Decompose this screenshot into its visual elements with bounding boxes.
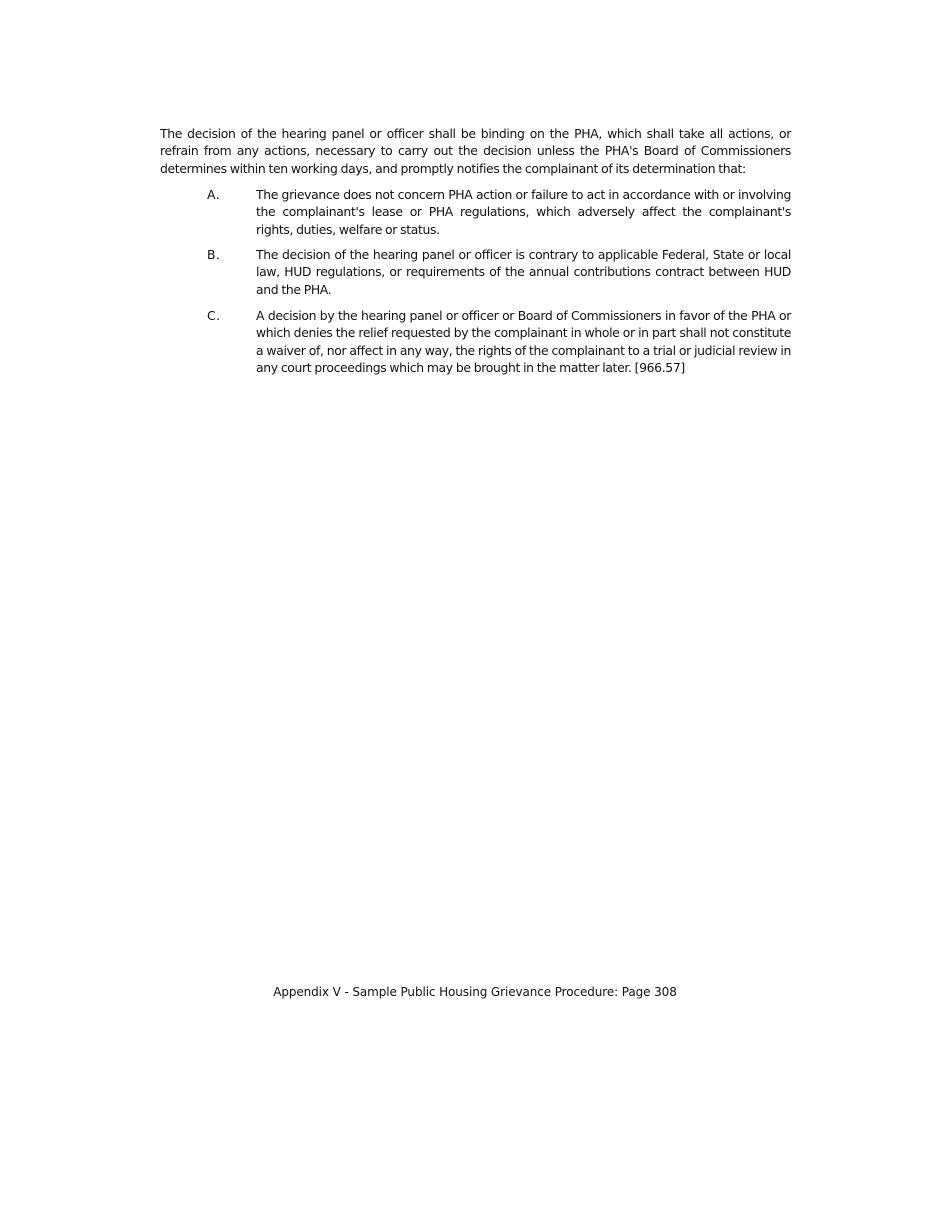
list-item-label: A. — [207, 187, 221, 202]
page-footer: Appendix V - Sample Public Housing Grievance Procedure: Page 308 — [273, 985, 677, 999]
list-item-text: The decision of the hearing panel or officer is contrary to applicable Federal, State or local law, HUD regulations, or requirements of the annual contributions contract between HUD and the PHA. — [256, 247, 791, 297]
list-item-text: A decision by the hearing panel or officer or Board of Commissioners in favor of the PHA or which denies the relief requested by the complainant in whole or in part shall not constitute a waiver of, nor affect in any way, the rights of the complainant to a trial or judicial review in any court proceedings which may be brought in the matter later. [966.57] — [256, 308, 791, 375]
intro-paragraph: The decision of the hearing panel or officer shall be binding on the PHA, which shall take all actions, or refrain from any actions, necessary to carry out the decision unless the PHA's Board of Commissioners determines within ten working days, and promptly notifies the complainant of its determination that: — [160, 126, 791, 176]
list-item-label: C. — [207, 308, 221, 323]
list-item-text: The grievance does not concern PHA action or failure to act in accordance with or involving the complainant's lease or PHA regulations, which adversely affect the complainant's rights, duties, welfare or status. — [256, 187, 791, 237]
list-item-label: B. — [207, 247, 221, 262]
